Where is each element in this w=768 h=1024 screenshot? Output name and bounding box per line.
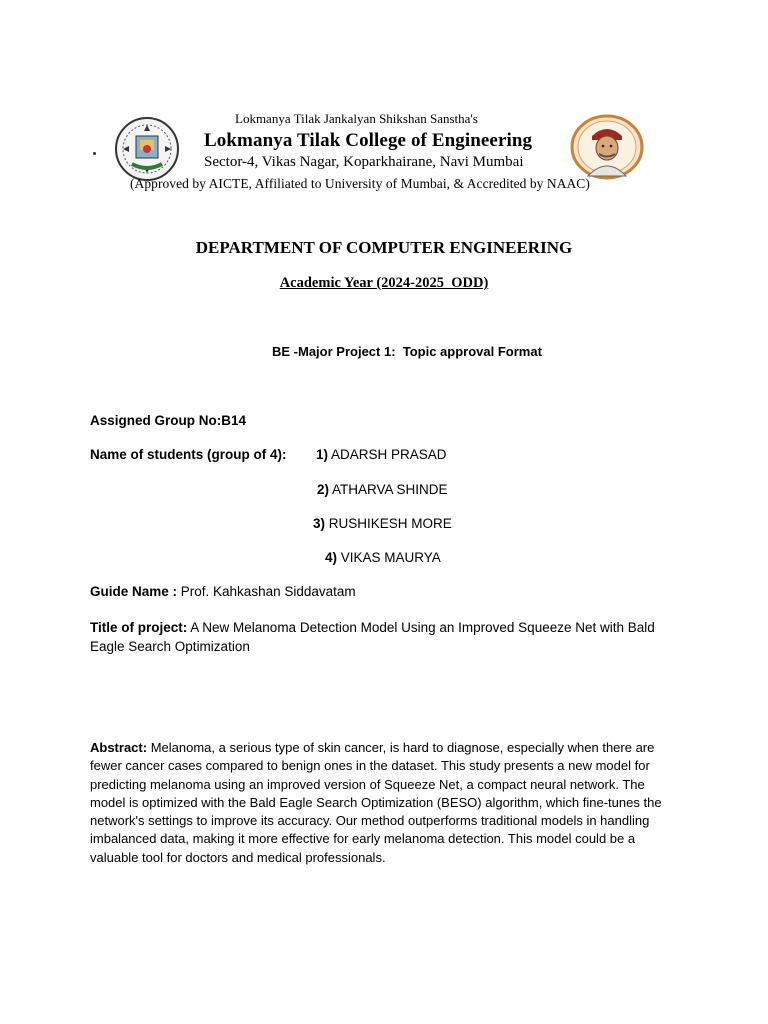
academic-year: Academic Year (2024-2025 ODD): [279, 275, 489, 291]
student-item: 1) ADARSH PRASAD: [316, 447, 447, 462]
department-heading: DEPARTMENT OF COMPUTER ENGINEERING: [195, 238, 573, 257]
abstract-label: Abstract:: [90, 740, 148, 755]
project-format-heading: BE -Major Project 1: Topic approval Format: [272, 344, 542, 359]
college-address: Sector-4, Vikas Nagar, Koparkhairane, Navi Mumbai: [204, 154, 524, 170]
guide-name: Prof. Kahkashan Siddavatam: [180, 584, 356, 599]
abstract: [90, 739, 680, 867]
assigned-group: Assigned Group No:B14: [90, 413, 247, 428]
guide-line: [90, 584, 356, 599]
student-item: 3) RUSHIKESH MORE: [313, 516, 452, 531]
project-title-value: A New Melanoma Detection Model Using an Improved Squeeze Net with Bald Eagle Search Optimization: [90, 620, 655, 654]
students-label: Name of students (group of 4):: [90, 447, 287, 462]
abstract-text: Melanoma, a serious type of skin cancer, is hard to diagnose, especially when there are fewer cancer cases compared to benign ones in the dataset. This study presents a new model for predicting melanoma using an improved version of Squeeze Net, a compact neural network. The model is optimized with the Bald Eagle Search Optimization (BESO) algorithm, which fine-tunes the network's settings to improve its accuracy. Our method outperforms traditional models in handling imbalanced data, making it more effective for early melanoma detection. This model could be a valuable tool for doctors and medical professionals.: [90, 740, 662, 865]
dot-mark: [93, 152, 96, 155]
project-title: [90, 618, 680, 656]
founder-portrait-emblem: [570, 114, 644, 180]
college-name: Lokmanya Tilak College of Engineering: [204, 130, 533, 151]
college-seal-logo: [112, 116, 182, 182]
letterhead: [90, 108, 680, 198]
project-title-label: Title of project:: [90, 620, 188, 635]
student-item: 2) ATHARVA SHINDE: [317, 482, 448, 497]
student-item: 4) VIKAS MAURYA: [325, 550, 441, 565]
guide-label: Guide Name :: [90, 584, 181, 599]
sanstha-name: Lokmanya Tilak Jankalyan Shikshan Sanstha's: [235, 111, 478, 126]
approval-note: (Approved by AICTE, Affiliated to University of Mumbai, & Accredited by NAAC): [130, 176, 590, 191]
